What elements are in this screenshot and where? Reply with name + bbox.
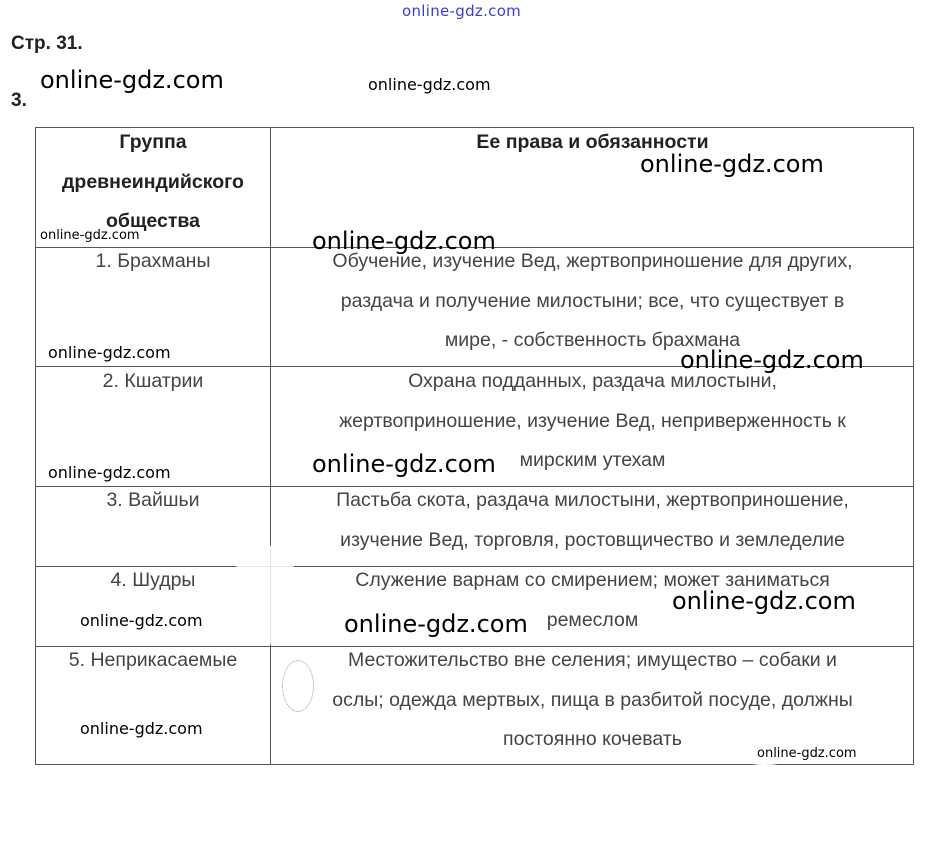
rights-line: Служение варнам со смирением; может заниматься bbox=[355, 569, 830, 591]
watermark: online-gdz.com bbox=[672, 587, 856, 615]
header-rights-text: Ее права и обязанности bbox=[476, 131, 709, 153]
page-label: Стр. 31. bbox=[11, 33, 83, 54]
watermark: online-gdz.com bbox=[640, 150, 824, 178]
rights-line: раздача и получение милостыни; все, что существует в bbox=[340, 289, 845, 312]
group-name: 4. Шудры bbox=[110, 569, 196, 591]
header-group-line: древнеиндийского bbox=[62, 170, 244, 193]
watermark: online-gdz.com bbox=[40, 66, 224, 94]
task-number: 3. bbox=[11, 90, 27, 111]
header-group bbox=[36, 123, 270, 242]
rights-line: мире, - собственность брахмана bbox=[444, 329, 741, 351]
rights-line: жертвоприношение, изучение Вед, неприверженность к bbox=[339, 409, 846, 432]
watermark: online-gdz.com bbox=[80, 611, 203, 630]
rights-line: ремеслом bbox=[546, 608, 639, 631]
rights-line: мирским утехам bbox=[519, 449, 666, 471]
watermark: online-gdz.com bbox=[48, 463, 171, 482]
watermark: online-gdz.com bbox=[757, 746, 857, 761]
watermark: online-gdz.com bbox=[344, 610, 528, 638]
row-rights-cell bbox=[271, 481, 914, 560]
rights-line: Охрана подданных, раздача милостыни, bbox=[408, 370, 777, 392]
row-group-cell bbox=[36, 242, 270, 282]
watermark: online-gdz.com bbox=[80, 719, 203, 738]
watermark: online-gdz.com bbox=[680, 346, 864, 374]
scan-smudge bbox=[282, 660, 314, 712]
group-name: 1. Брахманы bbox=[95, 250, 211, 272]
watermark: online-gdz.com bbox=[312, 227, 496, 255]
group-name: 2. Кшатрии bbox=[102, 370, 204, 392]
rights-line: Пастьба скота, раздача милостыни, жертвоприношение, bbox=[336, 489, 849, 511]
row-group-cell bbox=[36, 362, 270, 402]
watermark: online-gdz.com bbox=[40, 228, 140, 243]
castes-table bbox=[35, 127, 914, 765]
rights-line: изучение Вед, торговля, ростовщичество и земледелие bbox=[340, 528, 845, 551]
group-name: 5. Неприкасаемые bbox=[68, 649, 238, 671]
rights-line: постоянно кочевать bbox=[503, 728, 682, 750]
top-watermark: online-gdz.com bbox=[402, 2, 522, 20]
group-name: 3. Вайшьи bbox=[106, 489, 200, 511]
row-group-cell bbox=[36, 641, 270, 681]
watermark: online-gdz.com bbox=[48, 343, 171, 362]
rights-line: Местожительство вне селения; имущество – собаки и bbox=[348, 649, 837, 671]
scan-smudge bbox=[230, 545, 300, 645]
row-group-cell bbox=[36, 481, 270, 521]
rights-line: Обучение, изучение Вед, жертвоприношение для других, bbox=[332, 250, 853, 272]
header-group-line: общества bbox=[106, 210, 200, 232]
header-group-line: Группа bbox=[119, 131, 187, 153]
row-rights-cell bbox=[271, 242, 914, 361]
watermark: online-gdz.com bbox=[368, 75, 491, 94]
rights-line: ослы; одежда мертвых, пища в разбитой посуде, должны bbox=[332, 688, 853, 711]
watermark: online-gdz.com bbox=[312, 450, 496, 478]
row-rights-cell bbox=[271, 641, 914, 760]
